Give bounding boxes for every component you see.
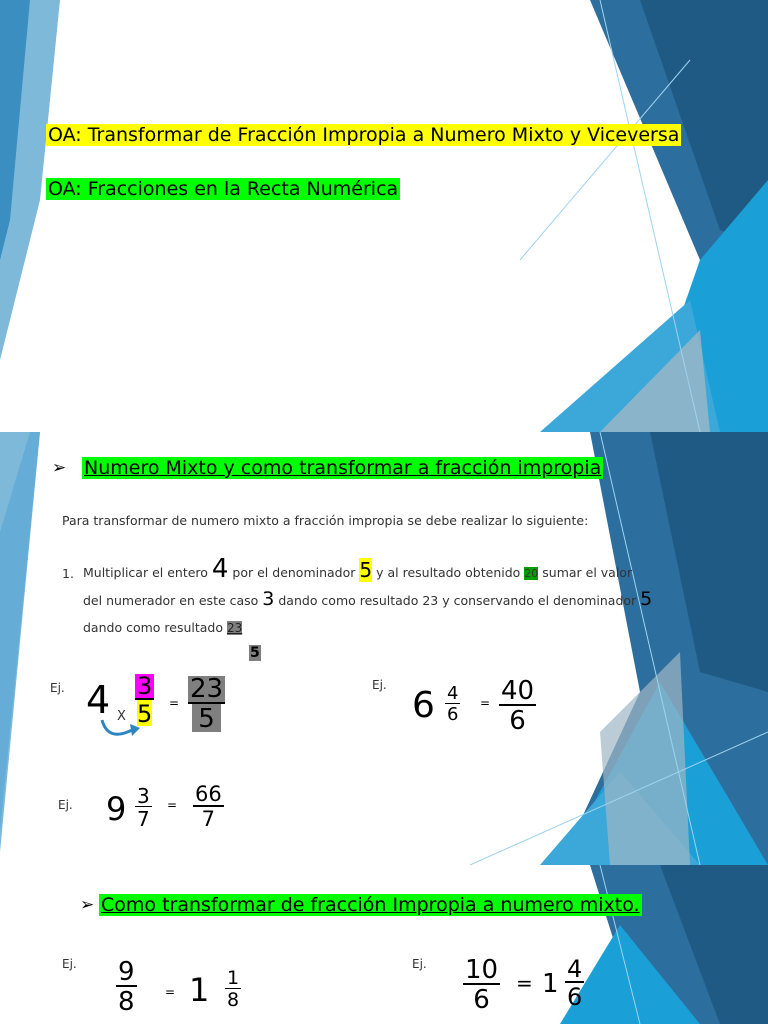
result-denominator-highlight: 5 [250, 645, 260, 661]
result-numerator: 66 [195, 782, 222, 806]
example-label: Ej. [372, 678, 387, 692]
result-numerator: 23 [190, 674, 224, 704]
example-result [188, 676, 225, 732]
equals-sign: = [169, 696, 180, 710]
objective-2: OA: Fracciones en la Recta Numérica [48, 178, 399, 200]
example-label: Ej. [412, 957, 427, 971]
example-label: Ej. [58, 798, 73, 812]
bullet-arrow: ➢ [80, 895, 95, 915]
example-result [193, 784, 224, 830]
step-text: dando como resultado 23 y conservando el denominador [274, 593, 641, 608]
step-text: dando como resultado [83, 620, 227, 635]
fraction-denominator: 8 [118, 987, 135, 1017]
fraction-numerator: 1 [227, 967, 240, 989]
intro-text: Para transformar de numero mixto a fracción impropia se debe realizar lo siguiente: [62, 513, 589, 528]
denominator-number: 5 [640, 588, 653, 610]
numerator-number: 3 [262, 588, 275, 610]
result-denominator: 7 [201, 807, 216, 831]
equals-sign: = [516, 971, 533, 995]
step-text: y al resultado obtenido [372, 565, 525, 580]
step-line-2 [83, 588, 652, 610]
objective-1: OA: Transformar de Fracción Impropia a Numero Mixto y Viceversa [48, 124, 680, 146]
section-heading: Como transformar de fracción Impropia a numero mixto. [101, 894, 640, 916]
fraction-denominator: 5 [137, 700, 153, 728]
example-whole: 4 [86, 678, 111, 722]
fraction-denominator: 7 [137, 807, 150, 831]
result-whole: 1 [542, 969, 559, 999]
result-fraction [225, 969, 241, 1010]
fraction-numerator: 3 [137, 672, 153, 700]
fraction-numerator: 9 [118, 957, 135, 987]
fraction-denominator: 6 [473, 985, 490, 1015]
fraction-numerator: 4 [447, 683, 459, 704]
step-text: del numerador en este caso [83, 593, 263, 608]
equals-sign: = [165, 985, 176, 999]
slide-2 [0, 432, 768, 865]
example-label: Ej. [50, 681, 65, 695]
equals-sign: = [167, 798, 178, 812]
fraction-numerator: 4 [567, 955, 583, 983]
bullet-arrow: ➢ [52, 458, 67, 478]
equals-sign: = [480, 696, 491, 710]
step-text: por el denominador [228, 565, 360, 580]
result-denominator: 5 [192, 704, 221, 732]
example-whole: 9 [106, 790, 127, 828]
result-denominator: 6 [509, 706, 526, 736]
slide-1 [0, 0, 768, 432]
curved-arrow-icon [96, 716, 146, 744]
result-whole: 1 [189, 971, 210, 1009]
result-fraction [565, 957, 584, 1009]
product-highlight: 20 [524, 567, 539, 580]
fraction-denominator: 6 [447, 704, 459, 725]
fraction-denominator: 6 [567, 983, 583, 1011]
result-numerator: 40 [501, 676, 535, 706]
example-fraction [445, 685, 460, 724]
fraction-numerator: 3 [137, 784, 150, 808]
step-text: sumar el valor [538, 565, 633, 580]
result-numerator-highlight: 23 [226, 621, 243, 635]
example-label: Ej. [62, 957, 77, 971]
slide-1-decoration [0, 0, 768, 432]
example-fraction [116, 959, 137, 1015]
slide-3 [0, 865, 768, 1024]
step-line-1 [83, 554, 632, 584]
step-line-3 [83, 620, 242, 635]
whole-number: 4 [211, 554, 229, 584]
example-fraction [463, 957, 500, 1013]
denominator-highlight: 5 [359, 558, 373, 582]
fraction-denominator: 8 [227, 989, 240, 1011]
fraction-numerator: 10 [465, 955, 499, 985]
section-heading: Numero Mixto y como transformar a fracción impropia [84, 457, 602, 479]
step-text: Multiplicar el entero [83, 565, 212, 580]
example-fraction [135, 786, 152, 829]
step-number: 1. [62, 566, 74, 581]
example-result [499, 678, 536, 734]
times-sign: X [117, 709, 126, 724]
example-whole: 6 [412, 685, 435, 726]
